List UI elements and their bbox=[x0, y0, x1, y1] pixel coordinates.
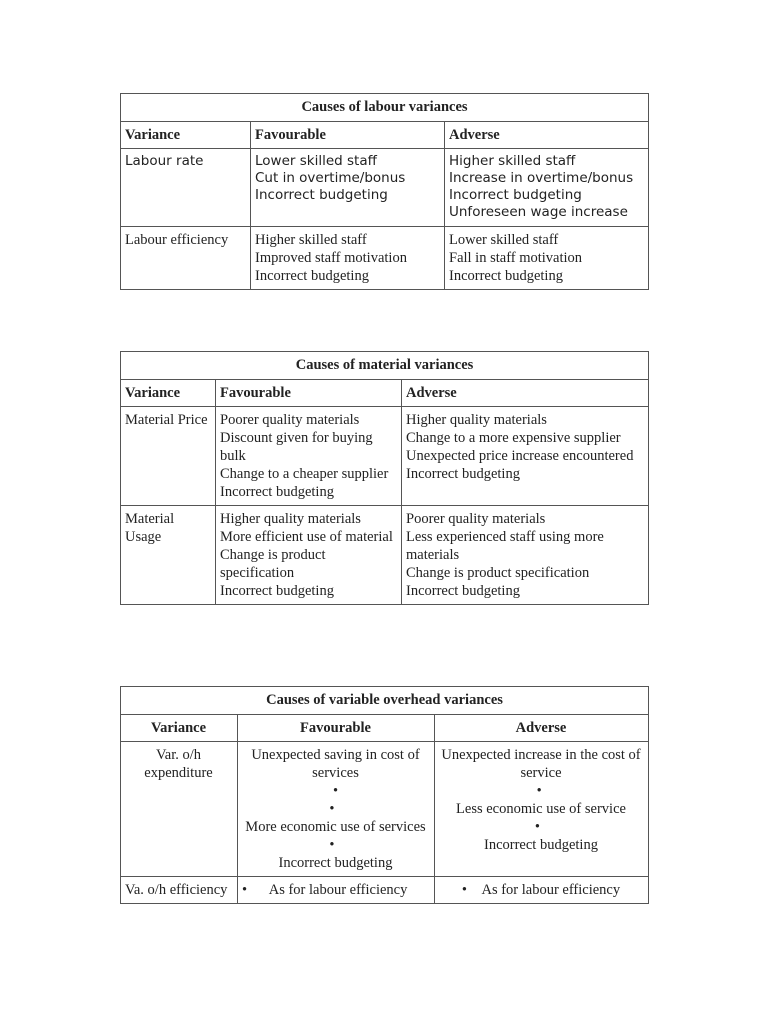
cause-item: Incorrect budgeting bbox=[255, 187, 388, 203]
bullet-icon: • bbox=[536, 783, 546, 799]
bullet-icon: • bbox=[242, 882, 248, 898]
cause-text: Unexpected increase in the cost of service bbox=[441, 747, 641, 781]
variance-cell: Va. o/h efficiency bbox=[121, 877, 238, 904]
cause-text: More economic use of services bbox=[245, 819, 426, 835]
table-row bbox=[121, 877, 649, 904]
cause-item bbox=[439, 782, 643, 818]
table-title: Causes of labour variances bbox=[121, 94, 649, 122]
cause-item: Discount given for buying bulk bbox=[220, 430, 373, 464]
cause-text: Incorrect budgeting bbox=[278, 855, 393, 871]
cause-item: Incorrect budgeting bbox=[406, 583, 520, 599]
cause-item: Incorrect budgeting bbox=[449, 187, 582, 203]
cause-item bbox=[242, 746, 429, 800]
adverse-cell bbox=[402, 506, 649, 605]
cause-item: Higher skilled staff bbox=[255, 232, 367, 248]
column-header-favourable: Favourable bbox=[251, 122, 445, 149]
variance-cell: Var. o/h expenditure bbox=[121, 742, 238, 877]
cause-item: Change is product specification bbox=[406, 565, 590, 581]
table-title-row bbox=[121, 687, 649, 715]
adverse-cell bbox=[402, 407, 649, 506]
column-header-favourable: Favourable bbox=[238, 715, 435, 742]
cause-item: Lower skilled staff bbox=[255, 153, 377, 169]
table-row bbox=[121, 227, 649, 290]
material-variances-table bbox=[120, 351, 649, 605]
cause-item: Increase in overtime/bonus bbox=[449, 170, 634, 186]
cause-item: Incorrect budgeting bbox=[255, 268, 369, 284]
cause-item bbox=[439, 818, 643, 854]
table-row bbox=[121, 407, 649, 506]
cause-text: As for labour efficiency bbox=[268, 882, 408, 898]
favourable-cell bbox=[238, 742, 435, 877]
cause-item: Higher quality materials bbox=[406, 412, 547, 428]
cause-text: Incorrect budgeting bbox=[484, 837, 598, 853]
adverse-cell bbox=[445, 149, 649, 227]
adverse-cell bbox=[445, 227, 649, 290]
cause-item: Lower skilled staff bbox=[449, 232, 559, 248]
column-header-adverse: Adverse bbox=[402, 380, 649, 407]
bullet-icon: • bbox=[329, 801, 342, 817]
column-header-variance: Variance bbox=[121, 122, 251, 149]
favourable-cell bbox=[216, 506, 402, 605]
variance-cell: Material Usage bbox=[121, 506, 216, 605]
table-title-row bbox=[121, 94, 649, 122]
cause-item: Change is product specification bbox=[220, 547, 326, 581]
table-row bbox=[121, 506, 649, 605]
column-header-favourable: Favourable bbox=[216, 380, 402, 407]
cause-item: Less experienced staff using more materials bbox=[406, 529, 604, 563]
cause-item: Incorrect budgeting bbox=[406, 466, 520, 482]
variance-cell: Material Price bbox=[121, 407, 216, 506]
table-title-row bbox=[121, 352, 649, 380]
labour-variances-table bbox=[120, 93, 649, 290]
overhead-variances-table bbox=[120, 686, 649, 904]
cause-item: Higher skilled staff bbox=[449, 153, 576, 169]
cause-item: Fall in staff motivation bbox=[449, 250, 583, 266]
adverse-cell bbox=[435, 742, 649, 877]
table-header-row bbox=[121, 715, 649, 742]
cause-item: Unforeseen wage increase bbox=[449, 204, 628, 220]
cause-item: Incorrect budgeting bbox=[220, 484, 334, 500]
column-header-adverse: Adverse bbox=[435, 715, 649, 742]
variance-cell: Labour rate bbox=[121, 149, 251, 227]
table-header-row bbox=[121, 380, 649, 407]
cause-item: Cut in overtime/bonus bbox=[255, 170, 406, 186]
table-title: Causes of material variances bbox=[121, 352, 649, 380]
cause-item bbox=[439, 746, 643, 782]
table-title: Causes of variable overhead variances bbox=[121, 687, 649, 715]
column-header-variance: Variance bbox=[121, 715, 238, 742]
cause-item: Poorer quality materials bbox=[406, 511, 546, 527]
cause-item: Higher quality materials bbox=[220, 511, 361, 527]
cause-item: More efficient use of material bbox=[220, 529, 393, 545]
cause-item: Poorer quality materials bbox=[220, 412, 360, 428]
cause-item: Incorrect budgeting bbox=[449, 268, 563, 284]
cause-item bbox=[242, 836, 429, 872]
cause-item: Change to a more expensive supplier bbox=[406, 430, 621, 446]
cause-text: As for labour efficiency bbox=[481, 882, 621, 898]
bullet-icon: • bbox=[461, 882, 482, 898]
favourable-cell bbox=[216, 407, 402, 506]
bullet-icon: • bbox=[329, 837, 342, 853]
cause-text: Less economic use of service bbox=[456, 801, 626, 817]
cause-item: Change to a cheaper supplier bbox=[220, 466, 389, 482]
table-row bbox=[121, 149, 649, 227]
table-header-row bbox=[121, 122, 649, 149]
cause-item: Incorrect budgeting bbox=[220, 583, 334, 599]
column-header-adverse: Adverse bbox=[445, 122, 649, 149]
favourable-cell bbox=[251, 227, 445, 290]
favourable-cell bbox=[238, 877, 435, 904]
bullet-icon: • bbox=[534, 819, 548, 835]
adverse-cell bbox=[435, 877, 649, 904]
cause-item: Improved staff motivation bbox=[255, 250, 407, 266]
table-row bbox=[121, 742, 649, 877]
favourable-cell bbox=[251, 149, 445, 227]
variance-cell: Labour efficiency bbox=[121, 227, 251, 290]
cause-text: Unexpected saving in cost of services bbox=[251, 747, 420, 781]
cause-item bbox=[242, 800, 429, 836]
column-header-variance: Variance bbox=[121, 380, 216, 407]
cause-item: Unexpected price increase encountered bbox=[406, 448, 634, 464]
bullet-icon: • bbox=[332, 783, 339, 799]
